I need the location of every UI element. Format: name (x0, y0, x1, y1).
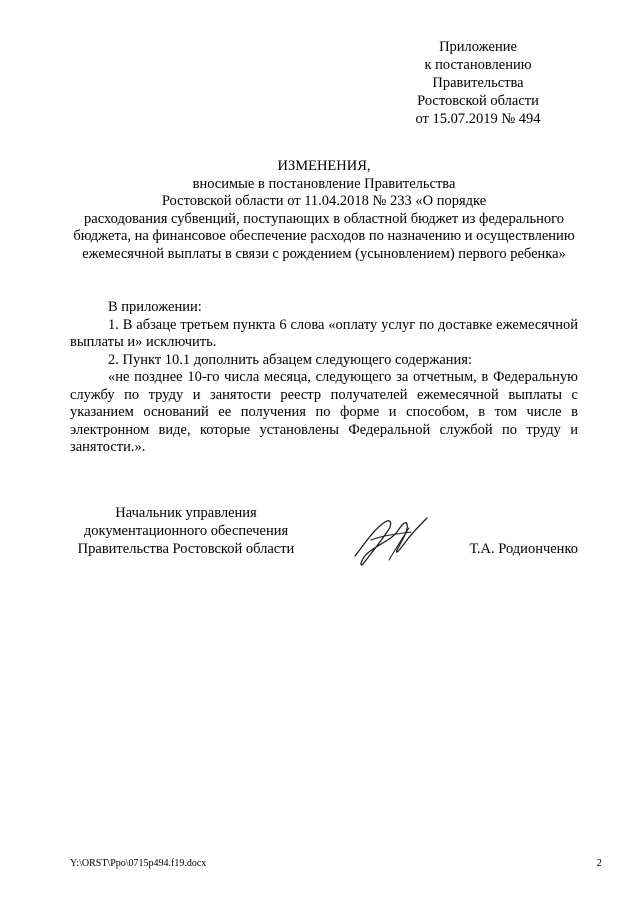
appendix-line: к постановлению (424, 57, 532, 73)
handwritten-signature (351, 510, 431, 572)
appendix-line: Приложение (439, 39, 517, 55)
title-line: расходования субвенций, поступающих в областной бюджет из федерального (84, 210, 564, 227)
page-number: 2 (596, 857, 602, 869)
appendix-line: от 15.07.2019 № 494 (415, 111, 541, 127)
title-line: вносимые в постановление Правительства (192, 175, 456, 192)
body-paragraph: В приложении: (108, 299, 202, 315)
appendix-line: Ростовской области (417, 93, 539, 109)
signer-position (68, 504, 304, 558)
signer-position-line: Начальник управления (115, 505, 257, 521)
signer-position-line: документационного обеспечения (83, 523, 289, 539)
signer-name: Т.А. Родионченко (469, 541, 578, 557)
title-line: бюджета, на финансовое обеспечение расходов по назначению и осуществлению (73, 228, 575, 244)
document-body (70, 299, 578, 457)
body-paragraph: «не позднее 10-го числа месяца, следующего за отчетным, в Федеральную службу по труду и занятости реестр получателей ежемесячной выплаты с указанием оснований ее получения по форме и способом, в том числе в электронном виде, которые установлены Федеральной службой по труду и занятости.». (70, 369, 578, 455)
body-paragraph: 2. Пункт 10.1 дополнить абзацем следующего содержания: (108, 351, 472, 368)
title-heading: ИЗМЕНЕНИЯ, (277, 158, 371, 174)
file-path: Y:\ORST\Ppo\0715p494.f19.docx (70, 858, 207, 869)
signer-position-line: Правительства Ростовской области (77, 541, 295, 557)
title-line: ежемесячной выплаты в связи с рождением (усыновлением) первого ребенка» (82, 245, 566, 262)
body-paragraph: 1. В абзаце третьем пункта 6 слова «оплату услуг по доставке ежемесячной выплаты и» исключить. (70, 316, 578, 350)
appendix-header (388, 38, 568, 128)
document-title (70, 158, 578, 263)
signature-block (68, 504, 578, 564)
appendix-line: Правительства (432, 75, 524, 91)
title-line: Ростовской области от 11.04.2018 № 233 «О порядке (161, 193, 487, 209)
